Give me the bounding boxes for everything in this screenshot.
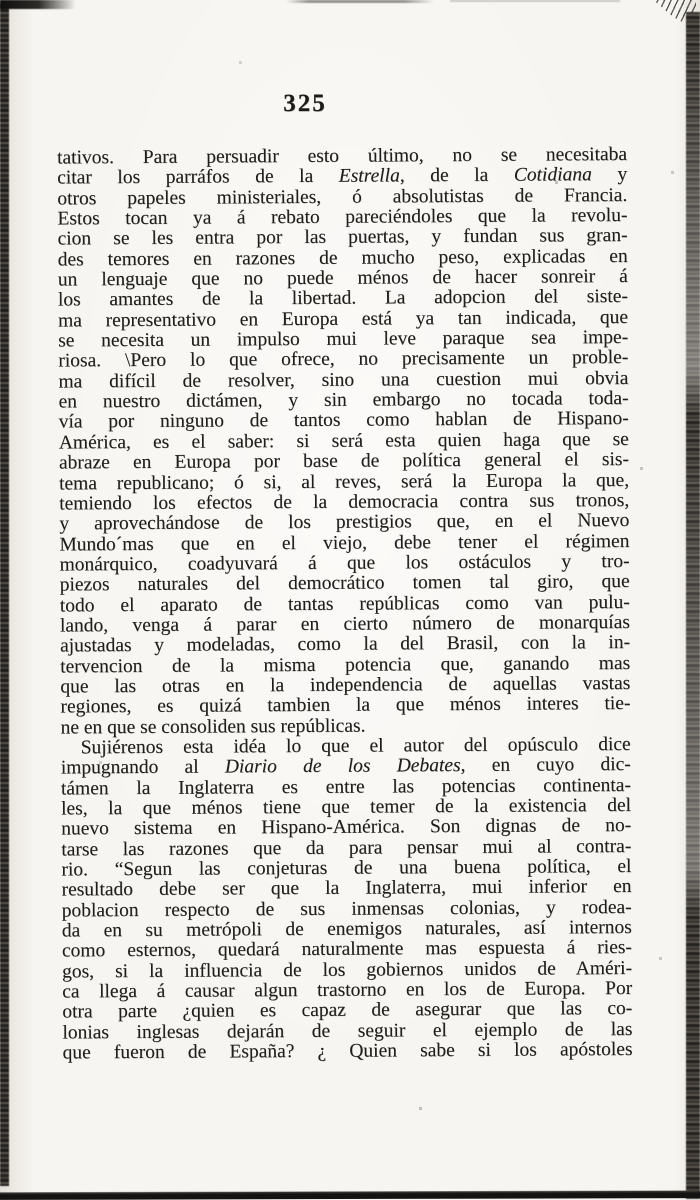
text-segment: y aprovechándose de los prestigios que, en el Nuevo: [59, 510, 630, 535]
italic-text: Diario de los Debates: [224, 755, 461, 778]
text-segment: ca llega á causar algun trastorno en los de Europa. Por: [62, 978, 633, 1003]
text-segment: se necesita un impulso mui leve paraque sea impe-: [58, 327, 629, 352]
text-segment: , de la: [399, 165, 514, 187]
scan-speckles: [0, 0, 1, 1]
text-segment: poblacion respecto de sus inmensas colonias, y rodea-: [61, 896, 632, 922]
text-segment: ajustadas y modeladas, como la del Brasil, con la in-: [59, 632, 631, 657]
text-segment: vía por ninguno de tantos como hablan de Hispano-: [58, 408, 629, 433]
italic-text: Cotidiana: [513, 164, 592, 187]
text-segment: los amantes de la libertad. La adopcion del siste-: [57, 286, 628, 311]
text-segment: otros papeles ministeriales, ó absolutistas de Francia.: [57, 184, 628, 210]
text-segment: temiendo los efectos de la democracia contra sus tronos,: [59, 489, 630, 515]
page-number: 325: [283, 90, 327, 117]
text-segment: lonias inglesas dejarán de seguir el ejemplo de las: [62, 1018, 633, 1044]
text-segment: riosa. \Pero lo que ofrece, no precisamente un proble-: [58, 347, 629, 372]
text-segment: Sujiérenos esta idéa lo que el autor del opúsculo dice: [80, 733, 631, 759]
page-text: [57, 145, 633, 1064]
scan-edge-right: [686, 12, 700, 1199]
text-segment: un lenguaje que no puede ménos de hacer sonreir á: [57, 266, 628, 291]
text-segment: como esternos, quedará naturalmente mas espuesta á ries-: [61, 937, 632, 962]
text-segment: tativos. Para persuadir esto último, no se necesitaba: [57, 144, 628, 169]
italic-text: Estrella: [338, 165, 400, 188]
text-segment: regiones, es quizá tambien la que ménos interes tie-: [60, 693, 631, 718]
text-segment: Mundo´mas que en el viejo, debe tener el régimen: [59, 530, 630, 556]
scan-edge-bottom: [0, 1188, 700, 1200]
text-segment: ma representativo en Europa está ya tan indicada, que: [57, 306, 629, 332]
text-segment: América, es el saber: si será esta quien haga que se: [58, 428, 629, 454]
text-line: [62, 1040, 632, 1064]
text-segment: lando, venga á parar en cierto número de monarquías: [59, 611, 630, 637]
text-segment: tema republicano; ó si, al reves, será la Europa la que,: [58, 469, 630, 494]
text-segment: en nuestro dictámen, y sin embargo no tocada toda-: [58, 388, 629, 413]
text-segment: rio. “Segun las conjeturas de una buena política, el: [61, 856, 632, 881]
text-segment: des temores en razones de mucho peso, explicadas en: [57, 245, 628, 271]
text-segment: que fueron de España? ¿ Quien sabe si los apóstoles: [62, 1039, 633, 1064]
text-segment: tarse las razones que da para pensar mui al contra-: [61, 835, 632, 861]
text-segment: gos, si la influencia de los gobiernos unidos de Améri-: [61, 957, 633, 983]
text-segment: otra parte ¿quien es capaz de asegurar que las co-: [62, 998, 633, 1023]
text-segment: Estos tocan ya á rebato pareciéndoles que la revolu-: [57, 205, 628, 230]
text-segment: y: [591, 164, 628, 186]
text-segment: les, la que ménos tiene que temer de la existencia del: [60, 794, 632, 820]
text-segment: tervencion de la misma potencia que, ganando mas: [60, 652, 631, 678]
text-segment: da en su metrópoli de enemigos naturales, así internos: [61, 917, 632, 942]
text-segment: abraze en Europa por base de política general el sis-: [58, 449, 629, 474]
text-segment: monárquico, coadyuvará á que los ostáculos y tro-: [59, 550, 630, 576]
text-segment: ne en que se consoliden sus repúblicas.: [60, 715, 366, 739]
text-segment: ma difícil de resolver, sino una cuestion mui obvia: [58, 367, 629, 393]
text-segment: cion se les entra por las puertas, y fundan sus gran-: [57, 225, 628, 250]
scan-corner-top-left: [0, 0, 86, 9]
text-segment: que las otras en la independencia de aquellas vastas: [60, 672, 631, 698]
text-segment: nuevo sistema en Hispano-América. Son dignas de no-: [61, 815, 632, 840]
text-segment: , en cuyo dic-: [460, 754, 631, 777]
text-segment: támen la Inglaterra es entre las potencias continenta-: [60, 774, 631, 800]
text-segment: citar los parráfos de la: [57, 166, 339, 189]
text-segment: resultado debe ser que la Inglaterra, mui inferior en: [61, 876, 632, 901]
scan-edge-top-line-2: [450, 0, 620, 2]
text-segment: todo el aparato de tantas repúblicas como van pulu-: [59, 591, 630, 617]
text-segment: piezos naturales del democrático tomen tal giro, que: [59, 571, 630, 596]
scan-edge-left: [0, 4, 9, 1186]
text-segment: impugnando al: [60, 756, 225, 779]
scan-edge-top-line: [286, 0, 434, 3]
